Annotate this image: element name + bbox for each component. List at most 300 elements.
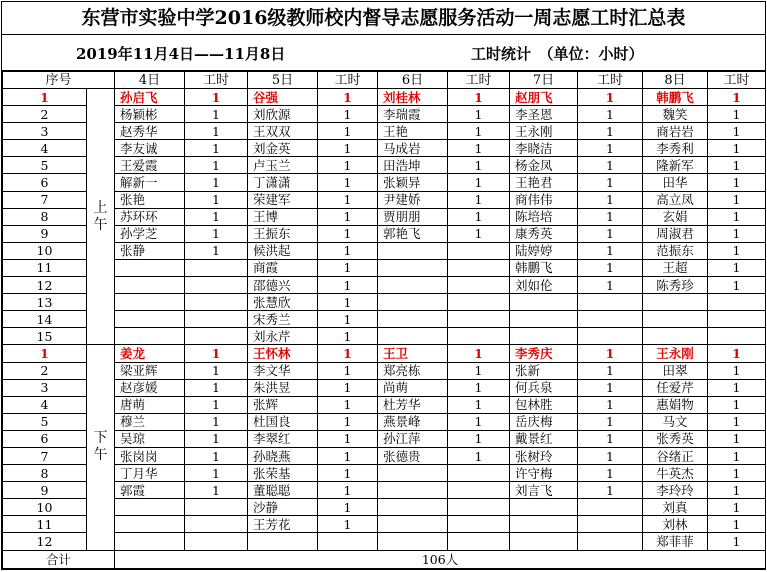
table-row [3, 533, 766, 550]
hours-value: 1 [185, 208, 248, 225]
teacher-name: 王超 [643, 259, 708, 276]
hours-value: 1 [578, 208, 643, 225]
teacher-name: 王艳君 [510, 174, 578, 191]
row-seq: 8 [3, 208, 87, 225]
teacher-name: 戴景红 [510, 430, 578, 447]
hours-value [708, 311, 766, 328]
teacher-name: 李玲玲 [643, 482, 708, 499]
hours-value: 1 [318, 482, 378, 499]
header-seq: 序号 [3, 72, 115, 89]
hours-value [448, 259, 510, 276]
hours-value: 1 [185, 430, 248, 447]
teacher-name [115, 328, 185, 345]
header-hours: 工时 [708, 72, 766, 89]
teacher-name: 任爱芹 [643, 379, 708, 396]
hours-value: 1 [318, 362, 378, 379]
teacher-name: 陈培培 [510, 208, 578, 225]
teacher-name: 何兵泉 [510, 379, 578, 396]
row-seq: 4 [3, 396, 87, 413]
hours-value: 1 [318, 311, 378, 328]
teacher-name: 候洪起 [248, 242, 318, 259]
hours-value: 1 [578, 225, 643, 242]
hours-value: 1 [448, 106, 510, 123]
teacher-name: 谷绪正 [643, 447, 708, 464]
total-value: 106人 [115, 550, 766, 568]
teacher-name: 张辉 [248, 396, 318, 413]
teacher-name: 王怀林 [248, 345, 318, 362]
hours-value: 1 [318, 396, 378, 413]
hours-value [318, 533, 378, 550]
table-row [3, 379, 766, 396]
teacher-name: 商霞 [248, 259, 318, 276]
teacher-name: 杨颖彬 [115, 106, 185, 123]
row-seq: 3 [3, 123, 87, 140]
teacher-name: 王振东 [248, 225, 318, 242]
table-row [3, 294, 766, 311]
hours-value: 1 [578, 396, 643, 413]
summary-sheet [1, 1, 766, 570]
hours-value: 1 [578, 482, 643, 499]
teacher-name: 张静 [115, 242, 185, 259]
teacher-name: 王芳花 [248, 516, 318, 533]
hours-value: 1 [185, 157, 248, 174]
hours-value: 1 [578, 89, 643, 106]
hours-value [448, 516, 510, 533]
row-seq: 2 [3, 362, 87, 379]
hours-value: 1 [448, 362, 510, 379]
hours-value: 1 [448, 447, 510, 464]
teacher-name: 张树玲 [510, 447, 578, 464]
teacher-name [643, 328, 708, 345]
teacher-name: 杜国良 [248, 413, 318, 430]
hours-value: 1 [708, 191, 766, 208]
row-seq: 10 [3, 242, 87, 259]
sheet-title: 东营市实验中学2016级教师校内督导志愿服务活动一周志愿工时汇总表 [2, 2, 765, 35]
hours-value: 1 [185, 465, 248, 482]
teacher-name [378, 533, 448, 550]
teacher-name: 马成岩 [378, 140, 448, 157]
table-row [3, 208, 766, 225]
hours-value: 1 [448, 89, 510, 106]
hours-value: 1 [578, 413, 643, 430]
hours-value: 1 [708, 140, 766, 157]
teacher-name: 岳庆梅 [510, 413, 578, 430]
session-label: 下午 [87, 345, 115, 550]
teacher-name [378, 328, 448, 345]
hours-value: 1 [578, 123, 643, 140]
teacher-name: 苏环环 [115, 208, 185, 225]
teacher-name [378, 242, 448, 259]
hours-value: 1 [708, 345, 766, 362]
teacher-name: 商岩岩 [643, 123, 708, 140]
teacher-name: 李晓洁 [510, 140, 578, 157]
total-row [3, 550, 766, 568]
teacher-name: 魏笑 [643, 106, 708, 123]
row-seq: 14 [3, 311, 87, 328]
hours-value: 1 [318, 242, 378, 259]
teacher-name: 王双双 [248, 123, 318, 140]
hours-value: 1 [708, 516, 766, 533]
hours-value [185, 277, 248, 294]
teacher-name: 高立凤 [643, 191, 708, 208]
teacher-name: 谷强 [248, 89, 318, 106]
hours-value: 1 [185, 482, 248, 499]
hours-value: 1 [318, 89, 378, 106]
hours-value [185, 259, 248, 276]
teacher-name: 刘言飞 [510, 482, 578, 499]
hours-value: 1 [578, 277, 643, 294]
header-day: 5日 [248, 72, 318, 89]
teacher-name [643, 294, 708, 311]
row-seq: 8 [3, 465, 87, 482]
hours-value: 1 [448, 413, 510, 430]
teacher-name [378, 516, 448, 533]
hours-value: 1 [185, 396, 248, 413]
teacher-name: 包林胜 [510, 396, 578, 413]
hours-value: 1 [578, 465, 643, 482]
teacher-name [115, 311, 185, 328]
teacher-name: 李秀庆 [510, 345, 578, 362]
hours-value: 1 [708, 379, 766, 396]
hours-value: 1 [578, 106, 643, 123]
hours-value: 1 [708, 362, 766, 379]
hours-value: 1 [448, 430, 510, 447]
teacher-name: 杜芳华 [378, 396, 448, 413]
hours-value: 1 [708, 277, 766, 294]
hours-value: 1 [578, 362, 643, 379]
total-label: 合计 [3, 550, 115, 568]
teacher-name [378, 311, 448, 328]
row-seq: 1 [3, 345, 87, 362]
hours-value: 1 [318, 447, 378, 464]
table-row [3, 362, 766, 379]
table-row [3, 311, 766, 328]
hours-value: 1 [578, 259, 643, 276]
teacher-name: 张秀英 [643, 430, 708, 447]
hours-value: 1 [185, 345, 248, 362]
table-row [3, 174, 766, 191]
table-row [3, 465, 766, 482]
header-hours: 工时 [318, 72, 378, 89]
hours-value: 1 [318, 106, 378, 123]
teacher-name: 玄娟 [643, 208, 708, 225]
teacher-name: 陈秀珍 [643, 277, 708, 294]
hours-value: 1 [185, 191, 248, 208]
teacher-name: 尚萌 [378, 379, 448, 396]
table-body [3, 72, 766, 569]
teacher-name: 孙晓燕 [248, 447, 318, 464]
teacher-name: 李秀利 [643, 140, 708, 157]
teacher-name: 周淑君 [643, 225, 708, 242]
table-row [3, 191, 766, 208]
hours-value [185, 533, 248, 550]
hours-value [448, 242, 510, 259]
hours-value: 1 [578, 242, 643, 259]
hours-value: 1 [185, 379, 248, 396]
teacher-name: 李文华 [248, 362, 318, 379]
hours-value: 1 [448, 191, 510, 208]
hours-value [185, 499, 248, 516]
teacher-name [510, 516, 578, 533]
teacher-name: 张新 [510, 362, 578, 379]
hours-value: 1 [708, 225, 766, 242]
hours-value: 1 [708, 242, 766, 259]
teacher-name: 姜龙 [115, 345, 185, 362]
header-hours: 工时 [578, 72, 643, 89]
row-seq: 11 [3, 259, 87, 276]
teacher-name: 商伟伟 [510, 191, 578, 208]
teacher-name [378, 277, 448, 294]
teacher-name [115, 277, 185, 294]
teacher-name: 张德贵 [378, 447, 448, 464]
table-row [3, 447, 766, 464]
hours-value: 1 [318, 499, 378, 516]
hours-value: 1 [318, 516, 378, 533]
teacher-name: 刘真 [643, 499, 708, 516]
teacher-name: 陆婷婷 [510, 242, 578, 259]
hours-value: 1 [448, 345, 510, 362]
teacher-name: 刘欣源 [248, 106, 318, 123]
hours-value: 1 [448, 208, 510, 225]
hours-value [578, 516, 643, 533]
hours-value: 1 [185, 225, 248, 242]
teacher-name: 刘金英 [248, 140, 318, 157]
teacher-name [643, 311, 708, 328]
teacher-name: 范振东 [643, 242, 708, 259]
table-row [3, 157, 766, 174]
teacher-name: 卢玉兰 [248, 157, 318, 174]
teacher-name: 穆兰 [115, 413, 185, 430]
teacher-name [115, 516, 185, 533]
hours-value [448, 465, 510, 482]
header-hours: 工时 [448, 72, 510, 89]
hours-value [185, 328, 248, 345]
hours-value: 1 [185, 413, 248, 430]
row-seq: 10 [3, 499, 87, 516]
header-day: 4日 [115, 72, 185, 89]
hours-value: 1 [708, 430, 766, 447]
hours-value: 1 [318, 140, 378, 157]
teacher-name: 贾朋朋 [378, 208, 448, 225]
table-row [3, 396, 766, 413]
hours-table [2, 71, 766, 569]
hours-value: 1 [318, 259, 378, 276]
teacher-name: 郭艳飞 [378, 225, 448, 242]
teacher-name: 田浩坤 [378, 157, 448, 174]
hours-value: 1 [448, 396, 510, 413]
teacher-name: 尹建娇 [378, 191, 448, 208]
hours-value: 1 [708, 465, 766, 482]
teacher-name: 孙学芝 [115, 225, 185, 242]
teacher-name: 李瑞霞 [378, 106, 448, 123]
hours-value: 1 [185, 123, 248, 140]
hours-value [578, 311, 643, 328]
teacher-name [378, 499, 448, 516]
teacher-name: 李友诚 [115, 140, 185, 157]
teacher-name: 隆新军 [643, 157, 708, 174]
teacher-name: 牛英杰 [643, 465, 708, 482]
teacher-name: 沙静 [248, 499, 318, 516]
teacher-name: 韩鹏飞 [643, 89, 708, 106]
teacher-name: 张荣基 [248, 465, 318, 482]
row-seq: 12 [3, 533, 87, 550]
hours-value: 1 [185, 362, 248, 379]
teacher-name: 张颖异 [378, 174, 448, 191]
hours-value: 1 [708, 533, 766, 550]
hours-value: 1 [318, 123, 378, 140]
header-day: 7日 [510, 72, 578, 89]
teacher-name [248, 533, 318, 550]
teacher-name: 李翠红 [248, 430, 318, 447]
hours-value: 1 [448, 379, 510, 396]
table-row [3, 413, 766, 430]
teacher-name: 韩鹏飞 [510, 259, 578, 276]
teacher-name: 邵德兴 [248, 277, 318, 294]
teacher-name: 孙江萍 [378, 430, 448, 447]
table-row [3, 516, 766, 533]
hours-value [185, 311, 248, 328]
hours-value: 1 [448, 123, 510, 140]
table-row [3, 242, 766, 259]
row-seq: 7 [3, 191, 87, 208]
teacher-name [378, 259, 448, 276]
hours-value: 1 [185, 140, 248, 157]
hours-value: 1 [185, 89, 248, 106]
teacher-name [378, 294, 448, 311]
table-row [3, 123, 766, 140]
session-label: 上午 [87, 89, 115, 345]
teacher-name: 刘桂林 [378, 89, 448, 106]
hours-value [448, 294, 510, 311]
row-seq: 12 [3, 277, 87, 294]
teacher-name: 许守梅 [510, 465, 578, 482]
hours-value [448, 533, 510, 550]
hours-value: 1 [708, 106, 766, 123]
row-seq: 4 [3, 140, 87, 157]
teacher-name: 丁月华 [115, 465, 185, 482]
teacher-name: 王永刚 [510, 123, 578, 140]
teacher-name [115, 294, 185, 311]
row-seq: 15 [3, 328, 87, 345]
teacher-name: 朱洪昱 [248, 379, 318, 396]
hours-value: 1 [318, 413, 378, 430]
hours-value: 1 [578, 191, 643, 208]
hours-value [448, 482, 510, 499]
hours-value: 1 [185, 106, 248, 123]
table-row [3, 345, 766, 362]
hours-value: 1 [318, 328, 378, 345]
hours-value: 1 [318, 379, 378, 396]
hours-value: 1 [708, 259, 766, 276]
row-seq: 2 [3, 106, 87, 123]
teacher-name [115, 533, 185, 550]
row-seq: 7 [3, 447, 87, 464]
header-day: 6日 [378, 72, 448, 89]
teacher-name [510, 294, 578, 311]
table-row [3, 328, 766, 345]
hours-value: 1 [708, 447, 766, 464]
hours-value: 1 [318, 345, 378, 362]
subtitle-row [2, 35, 765, 71]
hours-value [448, 328, 510, 345]
teacher-name: 张慧欣 [248, 294, 318, 311]
hours-value [708, 328, 766, 345]
hours-value: 1 [185, 174, 248, 191]
teacher-name: 李圣恩 [510, 106, 578, 123]
hours-value: 1 [578, 345, 643, 362]
table-row [3, 259, 766, 276]
teacher-name: 张艳 [115, 191, 185, 208]
hours-value: 1 [185, 242, 248, 259]
teacher-name: 刘如伦 [510, 277, 578, 294]
teacher-name: 吴琼 [115, 430, 185, 447]
hours-value: 1 [448, 225, 510, 242]
table-row [3, 106, 766, 123]
teacher-name: 王爱霞 [115, 157, 185, 174]
hours-value: 1 [318, 225, 378, 242]
teacher-name [115, 259, 185, 276]
table-row [3, 430, 766, 447]
hours-value [578, 294, 643, 311]
teacher-name: 田华 [643, 174, 708, 191]
date-range: 2019年11月4日——11月8日 [76, 45, 286, 63]
hours-value: 1 [708, 396, 766, 413]
header-row [3, 72, 766, 89]
table-row [3, 89, 766, 106]
teacher-name: 郑菲菲 [643, 533, 708, 550]
hours-value: 1 [578, 379, 643, 396]
teacher-name [510, 499, 578, 516]
hours-value: 1 [318, 174, 378, 191]
teacher-name: 唐萌 [115, 396, 185, 413]
hours-value [185, 516, 248, 533]
hours-value: 1 [708, 89, 766, 106]
table-row [3, 140, 766, 157]
row-seq: 11 [3, 516, 87, 533]
row-seq: 5 [3, 413, 87, 430]
teacher-name: 王卫 [378, 345, 448, 362]
teacher-name: 董聪聪 [248, 482, 318, 499]
hours-value: 1 [708, 174, 766, 191]
teacher-name: 杨金凤 [510, 157, 578, 174]
teacher-name: 惠娟物 [643, 396, 708, 413]
hours-value: 1 [448, 174, 510, 191]
hours-value: 1 [578, 430, 643, 447]
hours-value: 1 [185, 447, 248, 464]
teacher-name: 燕景峰 [378, 413, 448, 430]
hours-value: 1 [448, 157, 510, 174]
hours-value: 1 [578, 174, 643, 191]
hours-value: 1 [708, 123, 766, 140]
table-row [3, 225, 766, 242]
row-seq: 3 [3, 379, 87, 396]
teacher-name: 赵秀华 [115, 123, 185, 140]
teacher-name: 赵彦媛 [115, 379, 185, 396]
hours-value [578, 328, 643, 345]
hours-value: 1 [708, 157, 766, 174]
row-seq: 9 [3, 225, 87, 242]
teacher-name: 王博 [248, 208, 318, 225]
table-row [3, 499, 766, 516]
hours-value: 1 [578, 140, 643, 157]
teacher-name: 宋秀兰 [248, 311, 318, 328]
hours-value: 1 [318, 277, 378, 294]
hours-value [448, 277, 510, 294]
table-row [3, 277, 766, 294]
teacher-name: 赵朋飞 [510, 89, 578, 106]
hours-value: 1 [318, 465, 378, 482]
teacher-name [115, 499, 185, 516]
